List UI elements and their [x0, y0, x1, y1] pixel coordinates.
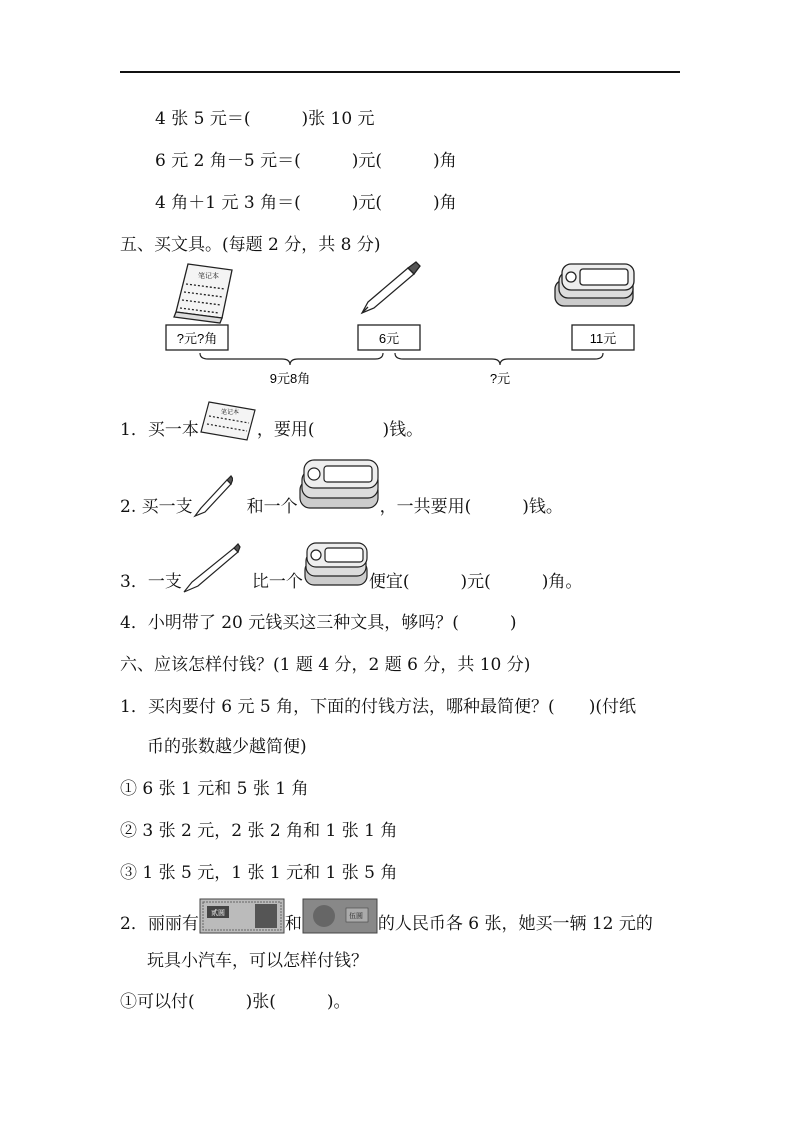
- q4-line3: 4 角＋1 元 3 角＝( )元( )角: [155, 193, 457, 213]
- pencil-case-price: 11元: [589, 331, 617, 346]
- five-yuan-note-icon: [302, 898, 378, 934]
- s6-q2-line2: 玩具小汽车，可以怎样付钱？: [147, 951, 368, 971]
- pen-icon: [362, 262, 420, 313]
- s6-opt1: ① 6 张 1 元和 5 张 1 角: [120, 779, 309, 799]
- s5-q2: 2. 买一支 和一个 ，一共要用( )钱。: [120, 496, 563, 518]
- q4-line2: 6 元 2 角－5 元＝( )元( )角: [155, 151, 457, 171]
- s6-q2: 2．丽丽有 贰圆 和 伍圆 的人民币各 6 张，她买一辆 12 元的: [120, 913, 653, 935]
- sum-left-label: 9元8角: [269, 371, 311, 386]
- s6-opt2: ② 3 张 2 元，2 张 2 角和 1 张 1 角: [120, 821, 398, 841]
- stationery-diagram: [150, 258, 650, 393]
- sum-right-label: ?元: [489, 371, 511, 386]
- svg-text:笔记本: 笔记本: [198, 272, 219, 280]
- left-brace: [200, 353, 383, 365]
- section6-title: 六、应该怎样付钱？(1 题 4 分，2 题 6 分，共 10 分): [120, 655, 531, 675]
- header-rule: [120, 71, 680, 73]
- s6-opt3: ③ 1 张 5 元，1 张 1 元和 1 张 5 角: [120, 863, 398, 883]
- svg-text:贰圆: 贰圆: [210, 908, 225, 917]
- notebook-icon: [199, 400, 257, 440]
- s6-q1-line2: 币的张数越少越简便): [147, 737, 307, 757]
- right-brace: [395, 353, 603, 365]
- two-yuan-note-icon: [199, 898, 285, 934]
- s5-q1: 1．买一本 笔记本 ，要用( )钱。: [120, 419, 423, 441]
- s5-q3: 3．一支 比一个 便宜( )元( )角。: [120, 571, 582, 594]
- pen-icon: [193, 474, 233, 518]
- pencil-case-icon: [555, 264, 634, 306]
- pen-price: 6元: [378, 331, 400, 346]
- svg-text:笔记本: 笔记本: [220, 408, 239, 416]
- s6-q2-answer: ①可以付( )张( )。: [120, 992, 351, 1012]
- pencil-case-icon: [298, 458, 380, 518]
- q4-line1: 4 张 5 元＝( )张 10 元: [155, 109, 375, 129]
- pencil-case-icon: [303, 541, 369, 593]
- notebook-icon: [174, 264, 232, 323]
- notebook-price: ?元?角: [176, 331, 218, 346]
- s6-q1-line1: 1．买肉要付 6 元 5 角，下面的付钱方法，哪种最简便？( )(付纸: [120, 697, 636, 717]
- s5-q4: 4．小明带了 20 元钱买这三种文具，够吗？( ): [120, 613, 517, 633]
- pen-icon: [182, 542, 242, 594]
- svg-text:伍圆: 伍圆: [348, 911, 363, 920]
- section5-title: 五、买文具。(每题 2 分，共 8 分): [120, 235, 381, 255]
